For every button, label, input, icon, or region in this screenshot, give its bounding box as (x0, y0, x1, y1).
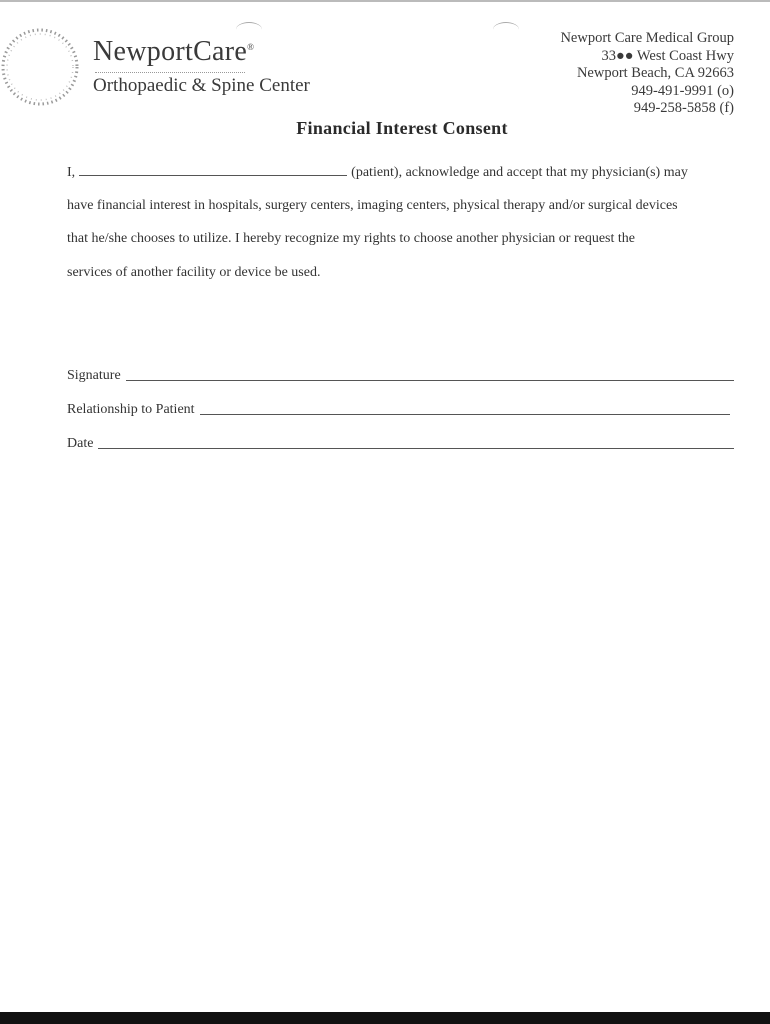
relationship-label: Relationship to Patient (67, 402, 195, 417)
address-line: 949-491-9991 (o) (631, 82, 734, 99)
consent-line-4: services of another facility or device be used. (67, 265, 321, 280)
date-row (67, 436, 734, 452)
brand-mark: ® (247, 42, 255, 52)
form-title: Financial Interest Consent (296, 118, 508, 138)
signature-row (67, 368, 734, 384)
logo-ring-icon (0, 22, 90, 112)
intro-suffix: (patient), acknowledge and accept that my physician(s) may (351, 165, 688, 180)
address-line: Newport Beach, CA 92663 (576, 65, 734, 81)
signature-label: Signature (67, 368, 121, 383)
relationship-field[interactable] (200, 413, 730, 415)
address-line: 33●● West Coast Hwy (601, 47, 734, 64)
brand-subtitle: Orthopaedic & Spine Center (93, 75, 310, 96)
bottom-scan-bar (0, 1012, 770, 1024)
brand-divider (95, 72, 245, 73)
consent-line-1 (67, 163, 688, 181)
scan-arc-mark (493, 22, 519, 37)
address-line: 949-258-5858 (f) (633, 100, 734, 116)
address-line: Newport Care Medical Group (560, 30, 734, 46)
practice-address (560, 30, 734, 118)
date-label: Date (67, 436, 94, 451)
consent-line-2: have financial interest in hospitals, surgery centers, imaging centers, physical therapy and/or surgical devices (67, 198, 678, 213)
top-scan-rule (0, 0, 770, 2)
relationship-row (67, 402, 730, 418)
consent-line-3: that he/she chooses to utilize. I hereby recognize my rights to choose another physician or request the (67, 231, 635, 246)
intro-prefix: I, (67, 165, 76, 180)
scan-arc-mark (236, 22, 262, 37)
date-field[interactable] (98, 447, 734, 449)
signature-field[interactable] (126, 379, 734, 381)
patient-name-field[interactable] (79, 163, 347, 176)
brand-name: NewportCare® (93, 36, 255, 67)
